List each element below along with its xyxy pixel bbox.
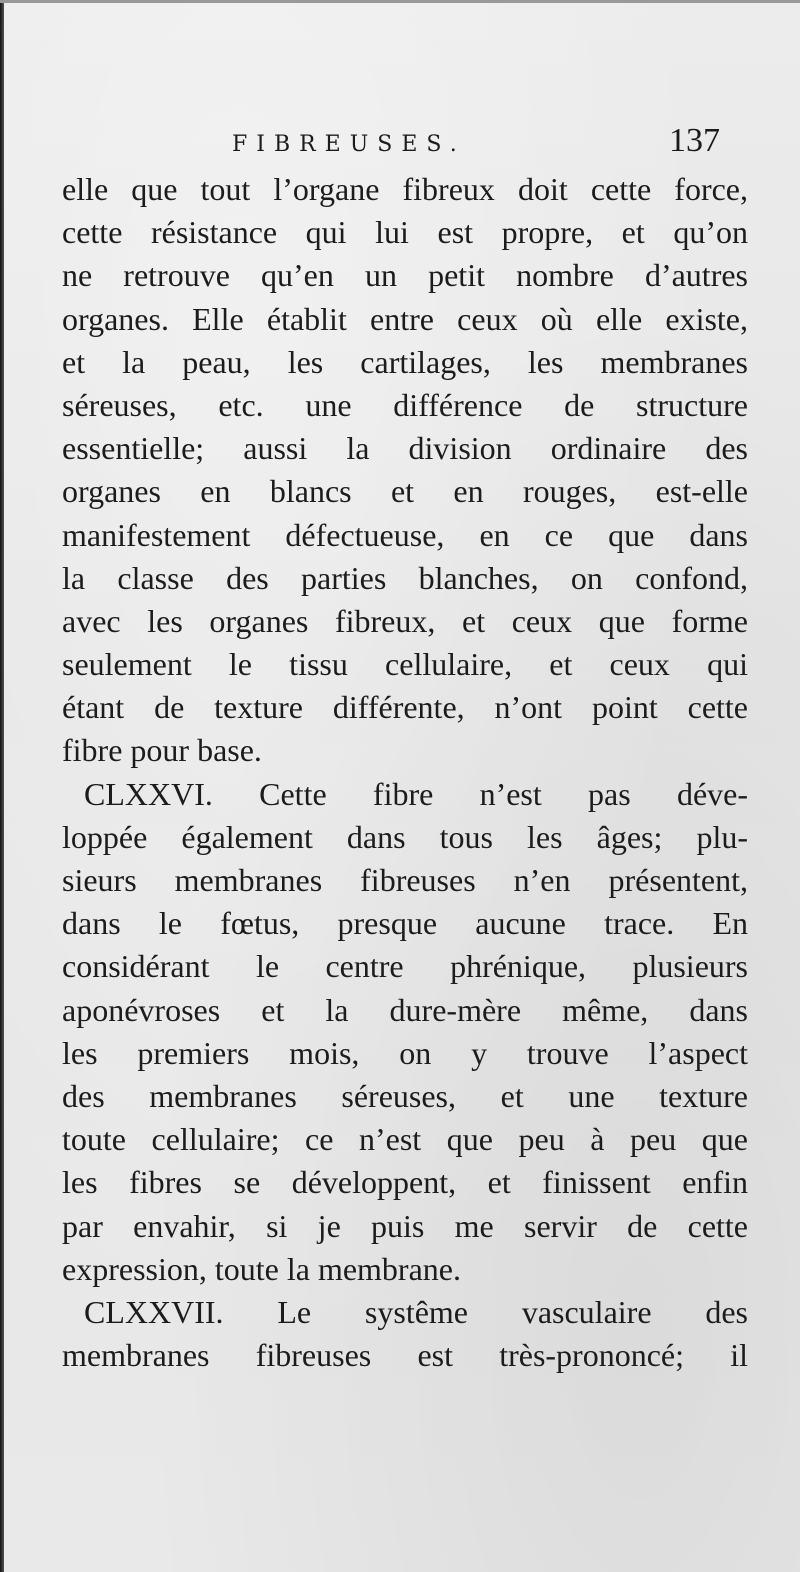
text-line: la classe des parties blanches, on confond,: [62, 559, 748, 596]
text-line: elle que tout l’organe fibreux doit cette force,: [62, 171, 748, 207]
text-line: organes. Elle établit entre ceux où elle existe,: [62, 300, 748, 337]
page-top-edge: [0, 0, 800, 3]
text-line: les fibres se développent, et finissent enfin: [62, 1164, 748, 1201]
page-edge-shadow: [0, 0, 4, 1572]
text-line: dans le fœtus, presque aucune trace. En: [62, 905, 748, 942]
text-line: essentielle; aussi la division ordinaire des: [62, 430, 748, 467]
text-line: étant de texture différente, n’ont point cette: [62, 689, 748, 726]
text-line: aponévroses et la dure-mère même, dans: [62, 991, 748, 1028]
text-line: sieurs membranes fibreuses n’en présentent,: [62, 862, 748, 898]
running-head: FIBREUSES.: [232, 132, 466, 157]
text-line: expression, toute la membrane.: [62, 1250, 461, 1287]
text-line: considérant le centre phrénique, plusieurs: [62, 948, 748, 985]
text-line: séreuses, etc. une différence de structure: [62, 386, 748, 423]
text-line: toute cellulaire; ce n’est que peu à peu que: [62, 1121, 748, 1158]
text-line: ne retrouve qu’en un petit nombre d’autres: [62, 257, 748, 294]
text-line: fibre pour base.: [62, 732, 262, 769]
text-line: manifestement défectueuse, en ce que dans: [62, 516, 748, 553]
text-line: cette résistance qui lui est propre, et qu’on: [62, 214, 748, 251]
body-text: [62, 168, 748, 1377]
page-number: 137: [669, 122, 720, 159]
text-line: membranes fibreuses est très-prononcé; il: [62, 1337, 748, 1374]
page-header: [0, 118, 800, 168]
text-line: seulement le tissu cellulaire, et ceux qui: [62, 646, 748, 683]
section-heading-line: CLXXVI. Cette fibre n’est pas déve-: [84, 775, 748, 812]
text-line: par envahir, si je puis me servir de cette: [62, 1207, 748, 1244]
text-line: et la peau, les cartilages, les membranes: [62, 343, 748, 380]
text-line: organes en blancs et en rouges, est-elle: [62, 473, 748, 510]
text-line: les premiers mois, on y trouve l’aspect: [62, 1034, 748, 1071]
text-line: loppée également dans tous les âges; plu-: [62, 818, 748, 855]
section-heading-line: CLXXVII. Le systême vasculaire des: [84, 1293, 748, 1330]
text-line: avec les organes fibreux, et ceux que forme: [62, 602, 748, 639]
text-line: des membranes séreuses, et une texture: [62, 1077, 748, 1114]
